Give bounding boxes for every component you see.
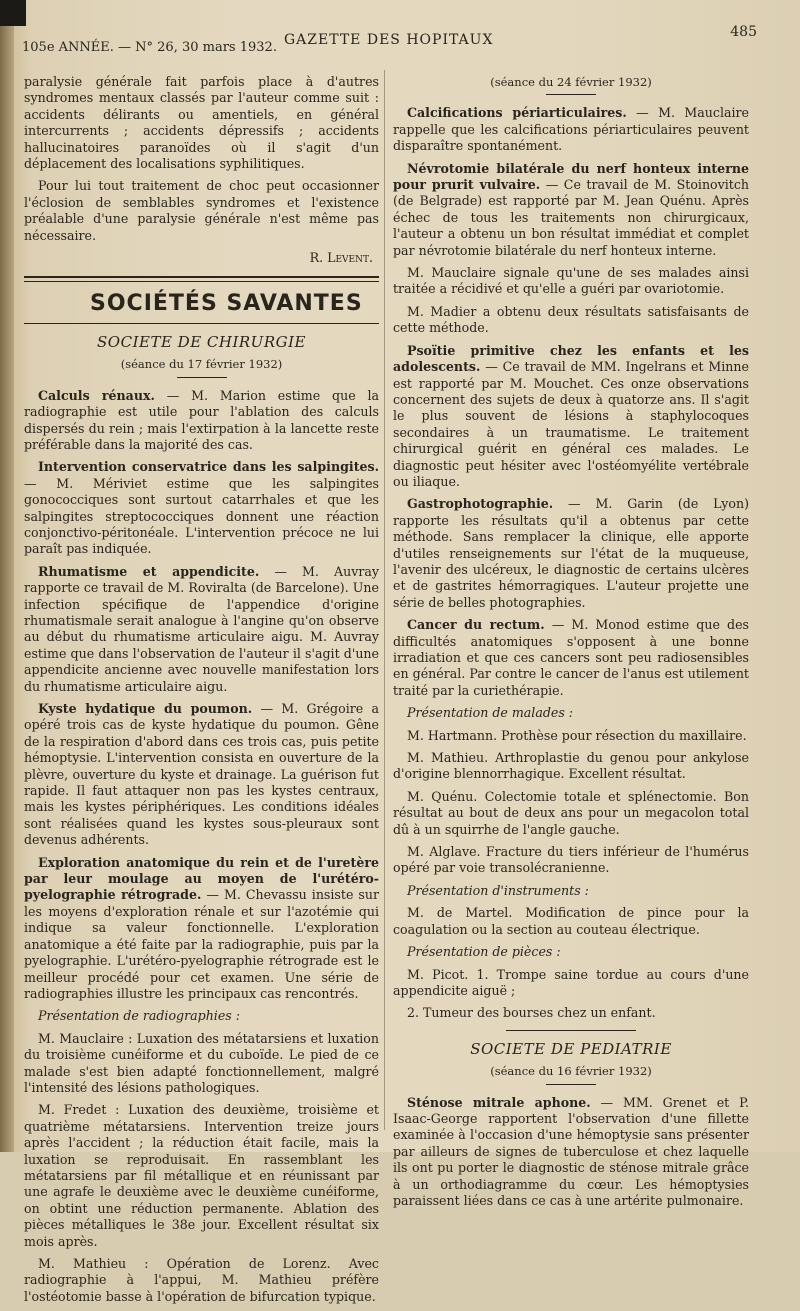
page-header (22, 24, 767, 55)
presentation-label: Présentation d'instruments : (407, 882, 589, 898)
article-text: — Ce travail de M. Stoinovitch (de Belgrade) est rapporté par M. Jean Quénu. Après échec de tous les traitements non chirurgicaux, l'auteur a obtenu un bon résultat immédiat et complet par névrotomie bilatérale du nerf honteux interne. (393, 177, 749, 258)
article-heading: Névrotomie bilatérale du nerf honteux interne pour prurit vulvaire. (393, 160, 749, 193)
page-edge (0, 0, 14, 1152)
presentation-item: 2. Tumeur des bourses chez un enfant. (407, 1005, 656, 1021)
article-item (393, 304, 749, 337)
presentation-item: M. Hartmann. Prothèse pour résection du maxillaire. (407, 727, 747, 743)
article-heading: Gastrophotographie. (407, 496, 554, 512)
article-text: — M. Chevassu insiste sur les moyens d'exploration rénale et sur l'azotémie qui indique sa valeur fonctionnelle. L'exploration anatomique a été faite par la radiographie, puis par la pyelographie. L'urétéro-pyelographie rétrograde est le meilleur procédé pour cet examen. Une série de radiographies illustre les principaux cas rencontrés. (24, 887, 379, 1001)
right-column (393, 74, 749, 1215)
intro-paragraph: paralysie générale fait parfois place à d'autres syndromes mentaux classés par l'auteur comme suit : accidents délirants ou amentiels, en général intercurrents ; accidents dépressifs ; accidents hallucinatoires paranoïdes où il s'agit d'un déplacement des localisations syphilitiques. (24, 74, 379, 172)
article-item (24, 459, 379, 557)
short-rule (546, 94, 596, 95)
presentation-item: M. Alglave. Fracture du tiers inférieur de l'humérus opéré par voie transolécranienne. (393, 844, 749, 876)
page-number: 485 (730, 24, 757, 40)
article-text: — M. Mériviet estime que les salpingites gonococciques sont surtout catarrhales et que les salpingites streptococciques donnent une réaction conjonctivo-péritonéale. L'intervention précoce ne lui paraît pas indiquée. (24, 475, 379, 557)
article-text: — M. Grégoire a opéré trois cas de kyste hydatique du poumon. Gêne de la respiration d'abord dans ces trois cas, puis petite hémoptysie. L'intervention consista en ouverture de la plèvre, ouverture du kyste et drainage. La guérison fut rapide. Il faut attaquer non pas les kystes centraux, mais les kystes périphériques. Les conditions idéales sont réalisées quand les kystes sous-pleuraux sont devenus adhérents. (24, 701, 379, 848)
presentation-label: Présentation de pièces : (407, 944, 561, 960)
article-item (393, 343, 749, 491)
author-signature: R. Levent. (309, 250, 373, 266)
section-title: SOCIÉTÉS SAVANTES (90, 291, 363, 317)
article-item (393, 105, 749, 154)
short-rule (177, 377, 227, 378)
article-item (24, 855, 379, 1003)
journal-title: GAZETTE DES HOPITAUX (284, 32, 494, 48)
article-heading: Cancer du rectum. (407, 617, 545, 633)
article-item (24, 564, 379, 695)
section-rule-thin (24, 323, 379, 324)
society-heading: SOCIETE DE CHIRURGIE (97, 332, 306, 351)
article-text: — M. Mauclaire rappelle que les calcifications périarticulaires peuvent disparaître spontanément. (393, 105, 749, 154)
presentation-item: M. Picot. 1. Trompe saine tordue au cours d'une appendicite aiguë ; (393, 966, 749, 998)
seance-date: (séance du 24 février 1932) (490, 75, 652, 89)
presentation-item: M. Quénu. Colectomie totale et splénectomie. Bon résultat au bout de deux ans pour un megacolon total dû à un squirrhe de l'angle gauche. (393, 788, 749, 837)
society-heading: SOCIETE DE PEDIATRIE (470, 1039, 672, 1058)
article-item (24, 388, 379, 454)
short-rule (546, 1084, 596, 1085)
article-heading: Kyste hydatique du poumon. (38, 701, 253, 716)
seance-date: (séance du 17 février 1932) (120, 357, 283, 372)
column-divider (384, 70, 385, 1130)
article-heading: Calculs rénaux. (38, 387, 155, 403)
article-item (393, 496, 749, 611)
article-heading: Psoïtie primitive chez les enfants et les adolescents. (393, 342, 749, 375)
article-heading: Intervention conservatrice dans les salpingites. (38, 459, 379, 475)
article-item (393, 161, 749, 259)
article-text: M. Madier a obtenu deux résultats satisfaisants de cette méthode. (393, 303, 749, 336)
article-item (393, 617, 749, 699)
presentation-label: Présentation de radiographies : (38, 1008, 240, 1024)
scan-corner (0, 0, 26, 26)
presentation-item: M. Mathieu : Opération de Lorenz. Avec radiographie à l'appui, M. Mathieu préfère l'ostéotomie basse à l'opération de bifurcation typique. (24, 1256, 379, 1304)
seance-date: (séance du 16 février 1932) (490, 1064, 652, 1079)
section-rule (24, 276, 379, 282)
article-heading: Rhumatisme et appendicite. (38, 563, 260, 579)
presentation-item: M. Mathieu. Arthroplastie du genou pour ankylose d'origine blennorrhagique. Excellent résultat. (393, 750, 749, 782)
article-item (393, 1095, 749, 1210)
article-text: M. Mauclaire signale qu'une de ses malades ainsi traitée a récidivé et qu'elle a guéri par ovariotomie. (393, 265, 749, 297)
issue-line: 105e ANNÉE. — N° 26, 30 mars 1932. (22, 40, 277, 55)
presentation-item: M. Fredet : Luxation des deuxième, troisième et quatrième métatarsiens. Intervention treize jours après l'accident ; la réduction était facile, mais la luxation se reproduisait. En rassemblant les métatarsiens par fil métallique et en réunissant par une agrafe le deuxième avec le deuxième cunéiforme, on obtint une réduction permanente. Ablation des pièces métalliques le 38e jour. Excellent résultat six mois après. (24, 1102, 379, 1249)
article-text: — M. Garin (de Lyon) rapporte les résultats qu'il a obtenus par cette méthode. Sans remplacer la clinique, elle apporte d'utiles renseignements sur l'état de la muqueuse, l'avenir des ulcéreux, le diagnostic de certains ulcères et de gastrites hémorragiques. L'auteur projette une série de belles photographies. (393, 496, 749, 610)
article-text: — M. Auvray rapporte ce travail de M. Roviralta (de Barcelone). Une infection spécifique de l'appendice d'origine rhumatismale serait analogue à l'angine qu'on observe au début du rhumatisme articulaire aigu. M. Auvray estime que dans l'observation de l'auteur il s'agit d'une appendicite ancienne avec nouvelle manifestation lors du rhumatisme articulaire aigu. (24, 563, 379, 694)
article-heading: Exploration anatomique du rein et de l'uretère par leur moulage au moyen de l'urétéro-pyelographie rétrograde. (24, 854, 379, 903)
intro-paragraph: Pour lui tout traitement de choc peut occasionner l'éclosion de semblables syndromes et l'existence préalable d'une paralysie générale n'est même pas nécessaire. (24, 178, 379, 243)
article-text: — Ce travail de MM. Ingelrans et Minne est rapporté par M. Mouchet. Ces onze observations concernent des sujets de deux à quatorze ans. Il s'agit le plus souvent de lésions à staphylocoques secondaires à un traumatisme. Le traitement chirurgical guérit en général ces malades. Le diagnostic peut hésiter avec l'ostéomyélite vertébrale ou iliaque. (393, 359, 749, 489)
article-item (24, 701, 379, 849)
presentation-item: M. de Martel. Modification de pince pour la coagulation ou la section au couteau électrique. (393, 905, 749, 937)
left-column (24, 74, 379, 1311)
presentation-item: M. Mauclaire : Luxation des métatarsiens et luxation du troisième cunéiforme et du cuboïde. Le pied de ce malade s'est bien adapté fonctionnellement, malgré l'intensité des lésions pathologiques. (24, 1030, 379, 1095)
article-text: — M. Monod estime que des difficultés anatomiques s'opposent à une bonne irradiation et que ces cancers sont peu radiosensibles en général. Par contre le cancer de l'anus est utilement traité par la curiethérapie. (393, 617, 749, 698)
article-text: — MM. Grenet et P. Isaac-George rapportent l'observation d'une fillette examinée à l'occasion d'une hémoptysie sans présenter par ailleurs de signes de tuberculose et chez laquelle ils ont pu porter le diagnostic de sténose mitrale grâce à un orthodiagramme du cœur. Les hémoptysies paraissent liées dans ce cas à une artérite pulmonaire. (393, 1094, 750, 1208)
presentation-label: Présentation de malades : (407, 705, 574, 721)
article-item (393, 265, 749, 298)
article-heading: Calcifications périarticulaires. (407, 105, 627, 121)
section-rule (506, 1030, 636, 1031)
article-heading: Sténose mitrale aphone. (407, 1094, 591, 1110)
article-text: — M. Marion estime que la radiographie est utile pour l'ablation des calculs dispersés du rein ; mais l'extirpation à la lancette reste préférable dans la majorité des cas. (24, 387, 379, 452)
